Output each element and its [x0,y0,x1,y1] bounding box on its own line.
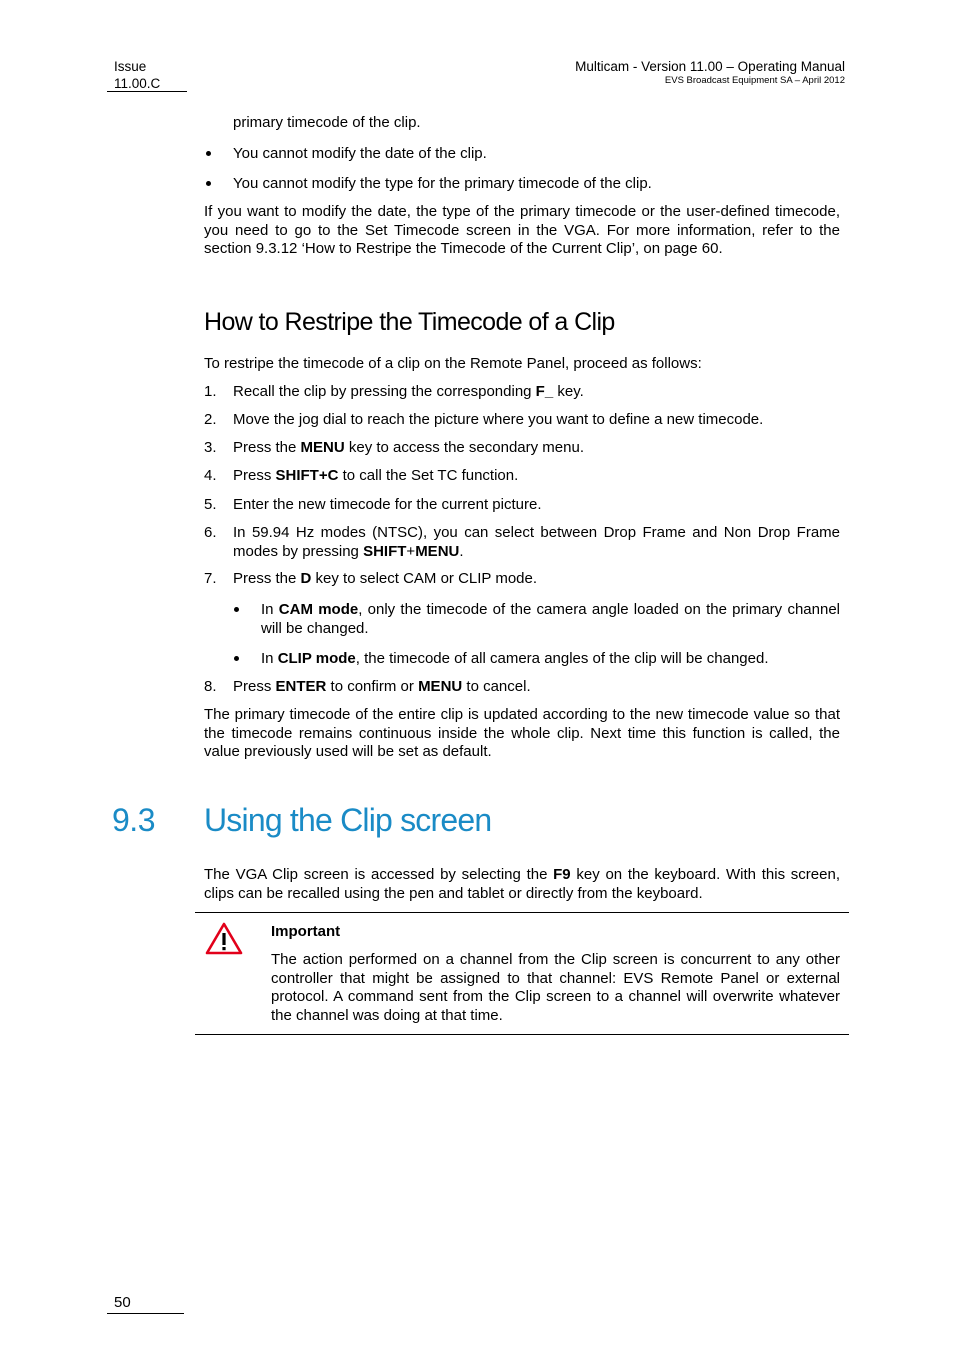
step-text: Press ENTER to confirm or MENU to cancel. [233,678,531,695]
note-title: Important [271,923,341,940]
note-text: The action performed on a channel from the Clip screen is concurrent to any other controller that might be assigned to that channel: EVS Remote Panel or external protocol. A command sent from the Clip screen to a channel will overwrite whatever the channel was doing at that time. [271,951,840,1024]
restripe-closing: The primary timecode of the entire clip is updated according to the new timecode value so that the timecode remains continuous inside the whole clip. Next time this function is called, the value previously used will be set as default. [204,706,840,760]
step-text: Press SHIFT+C to call the Set TC function. [233,467,519,484]
step-text: Enter the new timecode for the current picture. [233,496,542,513]
footer-rule [107,1313,184,1314]
step-text: Press the D key to select CAM or CLIP mode. [233,570,538,587]
step-text: Press the MENU key to access the secondary menu. [233,439,584,456]
note-bottom-rule [195,1034,849,1035]
section-heading-restripe: How to Restripe the Timecode of a Clip [204,308,615,336]
bullet-dot [206,181,211,186]
step-number: 8. [204,678,217,695]
step-text: In 59.94 Hz modes (NTSC), you can select between Drop Frame and Non Drop Frame modes by pressing SHIFT+MENU. [233,524,840,560]
bullet-item: You cannot modify the date of the clip. [233,145,487,162]
restripe-intro: To restripe the timecode of a clip on the Remote Panel, proceed as follows: [204,355,702,372]
header-left-rule [107,91,187,92]
header-issue [114,58,160,92]
info-paragraph: If you want to modify the date, the type of the primary timecode or the user-defined timecode, you need to go to the Set Timecode screen in the VGA. For more information, refer to the section 9.3.12 ‘How to Restripe the Timecode of the Current Clip’, on page 60. [204,203,840,257]
sub-bullet-item: In CAM mode, only the timecode of the camera angle loaded on the primary channel will be changed. [261,601,840,637]
step-number: 6. [204,524,217,541]
step-number: 3. [204,439,217,456]
warning-triangle-icon [205,922,243,956]
manual-title: Multicam - Version 11.00 – Operating Manual [575,59,845,74]
step-text: Move the jog dial to reach the picture where you want to define a new timecode. [233,411,764,428]
header-title-block [575,58,845,86]
note-top-rule [195,912,849,913]
clip-screen-intro: The VGA Clip screen is accessed by selecting the F9 key on the keyboard. With this screen, clips can be recalled using the pen and tablet or directly from the keyboard. [204,866,840,902]
step-number: 5. [204,496,217,513]
step-number: 7. [204,570,217,587]
step-text: Recall the clip by pressing the corresponding F_ key. [233,383,584,400]
step-number: 2. [204,411,217,428]
bullet-item: You cannot modify the type for the primary timecode of the clip. [233,175,652,192]
step-number: 1. [204,383,217,400]
section-number: 9.3 [112,802,155,838]
sub-bullet-item: In CLIP mode, the timecode of all camera angles of the clip will be changed. [261,650,769,667]
section-title: Using the Clip screen [204,802,492,838]
page-number: 50 [114,1294,131,1311]
publisher-line: EVS Broadcast Equipment SA – April 2012 [664,75,845,86]
issue-label: Issue [114,59,147,74]
sub-bullet-dot [234,656,239,661]
sub-bullet-dot [234,607,239,612]
continued-text: primary timecode of the clip. [233,114,421,131]
bullet-dot [206,151,211,156]
issue-number: 11.00.C [114,76,161,91]
step-number: 4. [204,467,217,484]
